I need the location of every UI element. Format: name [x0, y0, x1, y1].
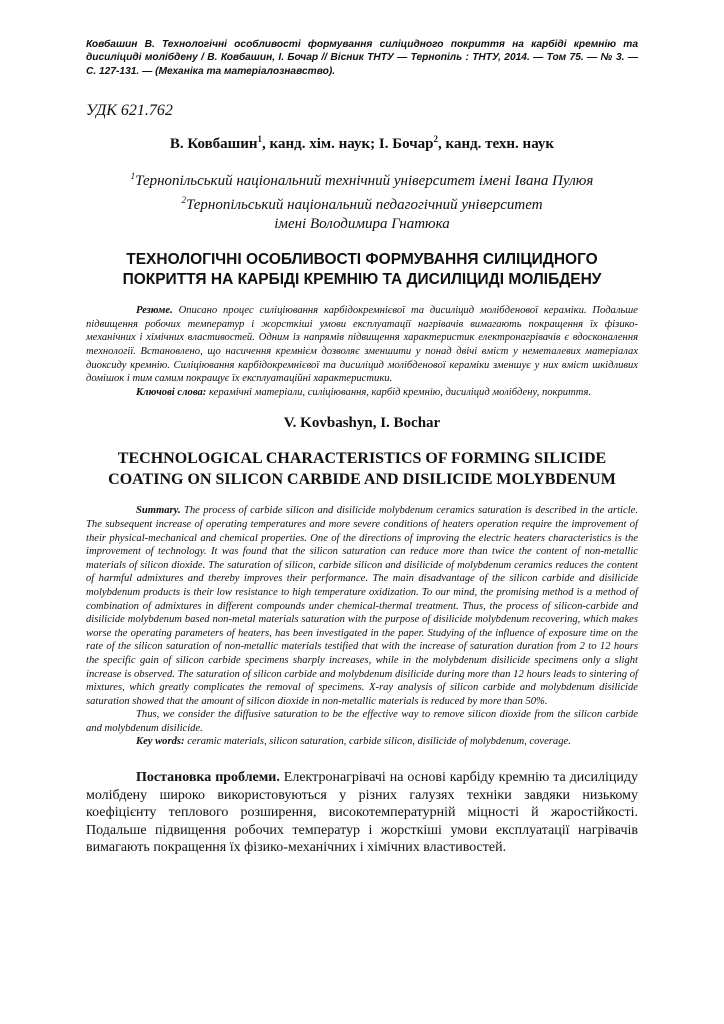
affiliation-1 — [86, 167, 638, 191]
citation: Ковбашин В. Технологічні особливості формування силіцидного покриття на карбіді кремнію та дисиліциді молібдену / В. Ковбашин, І. Бочар // Вісник ТНТУ — Тернопіль : ТНТУ, 2014. — Том 75. — № 3. — С. 127-131. — (Механіка та матеріалознавство). — [86, 39, 638, 77]
author-2-name: І. Бочар — [378, 136, 434, 153]
keywords-ua — [86, 386, 638, 400]
author-1-sup: 1 — [257, 134, 263, 145]
authors-ua — [86, 134, 638, 153]
abstract-en-conclusion: Thus, we consider the diffusive saturation to be the effective way to remove silicon dioxide from the silicon carbide and molybdenum disilicide. — [86, 709, 638, 734]
affiliation-2-line-2: імені Володимира Гнатюка — [274, 216, 450, 233]
authors-en: V. Kovbashyn, I. Bochar — [283, 415, 441, 432]
keywords-en — [86, 735, 638, 749]
affiliations — [86, 167, 638, 234]
body-paragraph — [86, 769, 638, 857]
author-1-name: В. Ковбашин — [169, 136, 258, 153]
author-1-degree: , канд. хім. наук; — [262, 136, 379, 153]
keywords-ua-label: Ключові слова: — [136, 386, 207, 398]
abstract-ua-paragraph — [86, 304, 638, 386]
paper-page — [86, 38, 638, 857]
keywords-en-text: ceramic materials, silicon saturation, carbide silicon, disilicide of molybdenum, coverage. — [184, 736, 571, 748]
keywords-ua-text: керамічні матеріали, силіціювання, карбід кремнію, дисиліцид молібдену, покриття. — [206, 386, 592, 398]
body-section — [86, 769, 638, 857]
abstract-ua-label: Резюме. — [136, 305, 173, 317]
paper-title-en: TECHNOLOGICAL CHARACTERISTICS OF FORMING SILICIDE COATING ON SILICON CARBIDE AND DISILICIDE MOLYBDENUM — [108, 450, 616, 489]
author-2-degree: , канд. техн. наук — [438, 136, 555, 153]
udk-code: УДК 621.762 — [86, 102, 173, 120]
abstract-ua-text: Описано процес силіціювання карбідокремнієвої та дисиліцид молібденової кераміки. Подальше підвищення робочих температур і жорсткіші умови експлуатації нагрівачів вимагають покращення їх фізико-механічних і хімічних властивостей. Одним із напрямів підвищення характеристик електронагрівачів є вдосконалення технології. Встановлено, що насичення кремнієм дозволяє зменшити у понад двічі вміст у неметалевих матеріалах диоксиду кремнію. Силіціювання карбідокремнієвої та дисиліцид молібденової кераміки зменшує у них вміст шкідливих домішок і тим самим покращує їх експлуатаційні характеристики. — [86, 305, 638, 385]
section-heading: Постановка проблеми. — [136, 770, 280, 786]
abstract-en-paragraph — [86, 504, 638, 708]
affiliation-2-line-1: Тернопільський національний педагогічний університет — [185, 197, 543, 214]
affiliation-1-text: Тернопільський національний технічний університет імені Івана Пулюя — [135, 173, 594, 190]
author-2-sup: 2 — [433, 134, 439, 145]
affiliation-2 — [86, 191, 638, 215]
keywords-en-label: Key words: — [136, 736, 185, 748]
abstract-en-text: The process of carbide silicon and disilicide molybdenum ceramics saturation is described in the article. The subsequent increase of operating temperatures and more severe conditions of heaters operation require the improvement of their physical-mechanical and chemical properties. One of the directions of improving the electric heaters characteristics is the improvement of technology. It was found that the silicon saturation can reduce more than twice the content of non-metallic materials of silicon dioxide. The saturation of silicon, carbide silicon and disilicide of molybdenum ceramics reduces the content of harmful admixtures and thereby improves their performance. The main disadvantage of the silicon carbide and disilicide molybdenum products is their low resistance to high temperature oxidization. To our mind, the promising method is a method of combination of admixtures in different compounds under chemical-thermal treatment. Thus, the process of silicon-carbide and disilicide molybdenum based non-metal materials saturation with the purpose of disilicide molybdenum recovering, which makes worse the operating parameters of heaters, has been investigated in the paper. Studying of the influence of exposure time on the rate of the silicon saturation of non-metallic materials testified that with the increase of saturation duration from 2 to 12 hours the specific gain of silicon carbide specimens sharply increases, while in the molybdenum disilicide specimens only a slight increase is observed. The saturation of silicon carbide and molybdenum disilicide during more than 12 hours leads to sintering of mixtures, which greatly complicates the removal of specimens. X-ray analysis of silicon carbide and molybdenum disilicide saturation showed that the amount of silicon dioxide in non-metallic materials is reduced by more than 50%. — [86, 505, 638, 707]
abstract-en — [86, 504, 638, 749]
affiliation-1-sup: 1 — [130, 171, 136, 182]
affiliation-2-sup: 2 — [181, 195, 186, 206]
paper-title-ua: ТЕХНОЛОГІЧНІ ОСОБЛИВОСТІ ФОРМУВАННЯ СИЛІЦИДНОГО ПОКРИТТЯ НА КАРБІДІ КРЕМНІЮ ТА ДИСИЛІЦИДІ МОЛІБДЕНУ — [122, 251, 602, 289]
body-paragraph-text: Електронагрівачі на основі карбіду кремнію та дисиліциду молібдену широко використовуються у різних галузях техніки завдяки низькому коефіцієнту теплового розширення, високотемпературній міцності й жаростійкості. Подальше підвищення робочих температур і жорсткіші умови експлуатації нагрівачів вимагають покращення їх фізико-механічних і хімічних властивостей. — [86, 770, 638, 856]
abstract-en-label: Summary. — [136, 505, 181, 517]
abstract-ua — [86, 304, 638, 399]
